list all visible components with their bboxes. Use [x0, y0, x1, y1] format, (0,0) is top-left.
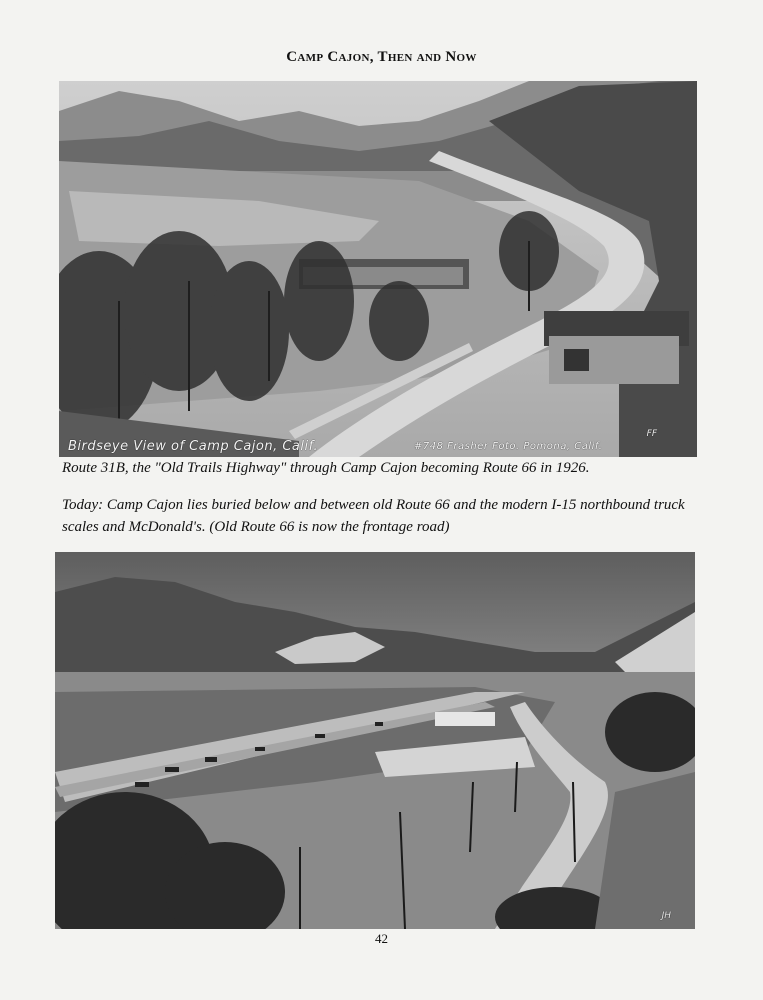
- photo-initials: FF: [646, 429, 657, 439]
- historic-photo-caption: Route 31B, the "Old Trails Highway" through Camp Cajon becoming Route 66 in 1926.: [62, 460, 590, 476]
- modern-photo-image: [55, 552, 695, 929]
- modern-photo-description: Today: Camp Cajon lies buried below and between old Route 66 and the modern I-15 northbound truck scales and McDonald's. (Old Route 66 is now the frontage road): [62, 497, 685, 535]
- page-number: 42: [375, 931, 388, 946]
- photo-initials: JH: [661, 911, 671, 921]
- historic-photo-image: [59, 81, 697, 457]
- photo-credit-inscription: #748 Frasher Foto. Pomona, Calif.: [414, 441, 603, 452]
- historic-photo: [59, 81, 697, 457]
- photo-inscription: Birdseye View of Camp Cajon, Calif.: [68, 439, 319, 454]
- modern-photo: [55, 552, 695, 929]
- page-title: Camp Cajon, Then and Now: [286, 49, 477, 65]
